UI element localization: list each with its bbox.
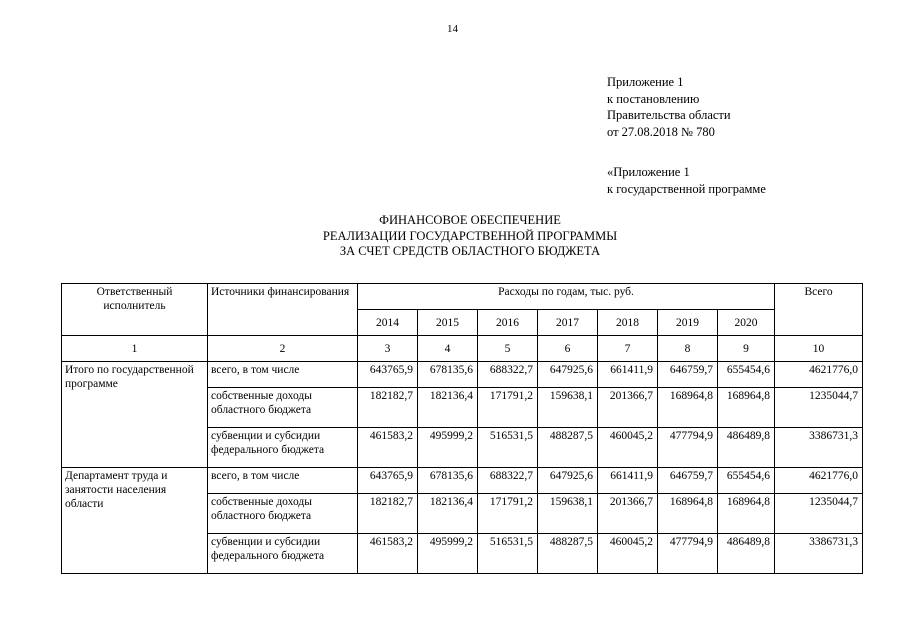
year-value-cell: 201366,7 <box>598 388 658 428</box>
year-value-cell: 516531,5 <box>478 534 538 574</box>
header-year: 2014 <box>358 310 418 336</box>
header-year: 2016 <box>478 310 538 336</box>
year-value-cell: 477794,9 <box>658 428 718 468</box>
source-cell: всего, в том числе <box>208 362 358 388</box>
document-title <box>250 213 690 260</box>
year-value-cell: 516531,5 <box>478 428 538 468</box>
year-value-cell: 647925,6 <box>538 468 598 494</box>
year-value-cell: 643765,9 <box>358 362 418 388</box>
year-value-cell: 460045,2 <box>598 428 658 468</box>
year-value-cell: 661411,9 <box>598 362 658 388</box>
source-cell: собственные доходы областного бюджета <box>208 494 358 534</box>
year-value-cell: 182136,4 <box>418 388 478 428</box>
year-value-cell: 678135,6 <box>418 468 478 494</box>
total-value-cell: 3386731,3 <box>775 428 863 468</box>
header-year: 2015 <box>418 310 478 336</box>
year-value-cell: 182136,4 <box>418 494 478 534</box>
year-value-cell: 646759,7 <box>658 362 718 388</box>
year-value-cell: 461583,2 <box>358 428 418 468</box>
appendix-line: Приложение 1 <box>607 75 684 89</box>
year-value-cell: 646759,7 <box>658 468 718 494</box>
header-year: 2018 <box>598 310 658 336</box>
year-value-cell: 168964,8 <box>718 388 775 428</box>
table-header <box>62 284 863 362</box>
year-value-cell: 486489,8 <box>718 428 775 468</box>
year-value-cell: 688322,7 <box>478 468 538 494</box>
table-row <box>62 362 863 388</box>
total-value-cell: 3386731,3 <box>775 534 863 574</box>
appendix-line: «Приложение 1 <box>607 165 690 179</box>
header-year: 2017 <box>538 310 598 336</box>
year-value-cell: 486489,8 <box>718 534 775 574</box>
column-number: 3 <box>358 336 418 362</box>
column-number: 2 <box>208 336 358 362</box>
year-value-cell: 688322,7 <box>478 362 538 388</box>
header-total: Всего <box>775 284 863 336</box>
year-value-cell: 460045,2 <box>598 534 658 574</box>
total-value-cell: 1235044,7 <box>775 388 863 428</box>
year-value-cell: 477794,9 <box>658 534 718 574</box>
year-value-cell: 182182,7 <box>358 494 418 534</box>
table-row <box>62 468 863 494</box>
year-value-cell: 159638,1 <box>538 388 598 428</box>
column-number: 5 <box>478 336 538 362</box>
appendix-line: от 27.08.2018 № 780 <box>607 124 715 139</box>
executor-cell: Итого по государственной программе <box>62 362 208 468</box>
year-value-cell: 643765,9 <box>358 468 418 494</box>
header-year: 2019 <box>658 310 718 336</box>
year-value-cell: 168964,8 <box>658 388 718 428</box>
appendix-line: к постановлению <box>607 91 700 106</box>
total-value-cell: 1235044,7 <box>775 494 863 534</box>
header-sources: Источники финансирования <box>208 284 358 336</box>
year-value-cell: 159638,1 <box>538 494 598 534</box>
appendix-block-decree <box>607 74 731 140</box>
title-line: ФИНАНСОВОЕ ОБЕСПЕЧЕНИЕ <box>379 213 561 227</box>
column-number: 4 <box>418 336 478 362</box>
year-value-cell: 168964,8 <box>718 494 775 534</box>
page-number: 14 <box>447 23 458 35</box>
year-value-cell: 655454,6 <box>718 468 775 494</box>
year-value-cell: 182182,7 <box>358 388 418 428</box>
appendix-block-program <box>607 164 766 197</box>
year-value-cell: 655454,6 <box>718 362 775 388</box>
source-cell: собственные доходы областного бюджета <box>208 388 358 428</box>
year-value-cell: 461583,2 <box>358 534 418 574</box>
year-value-cell: 488287,5 <box>538 428 598 468</box>
source-cell: субвенции и субсидии федерального бюджета <box>208 428 358 468</box>
column-number: 9 <box>718 336 775 362</box>
table-body <box>62 362 863 574</box>
appendix-line: к государственной программе <box>607 181 766 196</box>
financing-table <box>61 283 863 574</box>
header-expenses: Расходы по годам, тыс. руб. <box>358 284 775 310</box>
title-line: РЕАЛИЗАЦИИ ГОСУДАРСТВЕННОЙ ПРОГРАММЫ <box>322 228 618 243</box>
column-number: 7 <box>598 336 658 362</box>
year-value-cell: 171791,2 <box>478 494 538 534</box>
title-line: ЗА СЧЕТ СРЕДСТВ ОБЛАСТНОГО БЮДЖЕТА <box>339 244 601 258</box>
source-cell: субвенции и субсидии федерального бюджета <box>208 534 358 574</box>
column-number: 8 <box>658 336 718 362</box>
year-value-cell: 678135,6 <box>418 362 478 388</box>
appendix-line: Правительства области <box>607 108 731 122</box>
total-value-cell: 4621776,0 <box>775 468 863 494</box>
header-year: 2020 <box>718 310 775 336</box>
year-value-cell: 661411,9 <box>598 468 658 494</box>
year-value-cell: 495999,2 <box>418 534 478 574</box>
year-value-cell: 495999,2 <box>418 428 478 468</box>
year-value-cell: 171791,2 <box>478 388 538 428</box>
header-executor: Ответственный исполнитель <box>62 284 208 336</box>
year-value-cell: 168964,8 <box>658 494 718 534</box>
source-cell: всего, в том числе <box>208 468 358 494</box>
executor-cell: Департамент труда и занятости населения области <box>62 468 208 574</box>
column-number: 1 <box>62 336 208 362</box>
total-value-cell: 4621776,0 <box>775 362 863 388</box>
column-number: 6 <box>538 336 598 362</box>
column-number: 10 <box>775 336 863 362</box>
year-value-cell: 488287,5 <box>538 534 598 574</box>
year-value-cell: 201366,7 <box>598 494 658 534</box>
year-value-cell: 647925,6 <box>538 362 598 388</box>
